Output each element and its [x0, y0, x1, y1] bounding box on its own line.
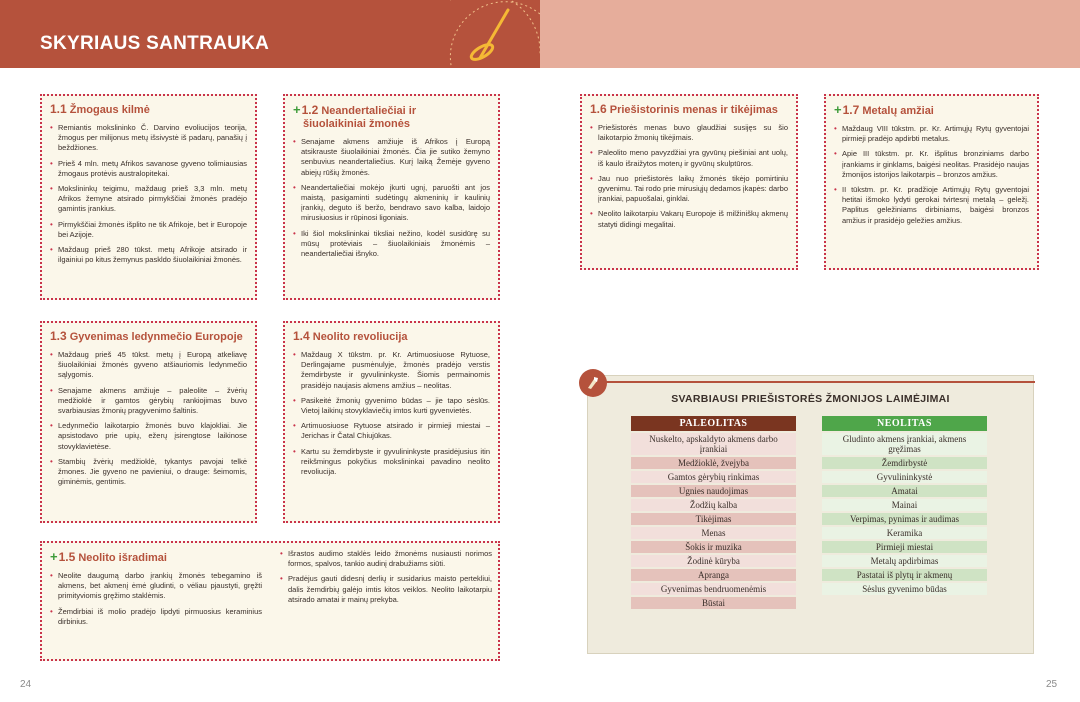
neolitas-item: Pirmieji miestai — [822, 541, 987, 555]
header-bar — [0, 0, 1080, 68]
list-item: • Remiantis mokslininko Č. Darvino evoliucijos teorija, žmogus per milijonus metų išsivystė iš padarų, panašių į beždžiones. — [50, 123, 247, 154]
list-item: • Stambių žvėrių medžioklė, tykantys pavojai telkė žmones. Jie gyveno ne pavieniui, o drauge: šeimomis, giminėmis, gentimis. — [50, 457, 247, 488]
spindle-icon — [430, 0, 540, 68]
neolitas-item: Mainai — [822, 499, 987, 513]
box-title — [293, 103, 490, 131]
paleolitas-item: Žodinė kūryba — [631, 555, 796, 569]
paleolitas-item: Ugnies naudojimas — [631, 485, 796, 499]
list-item: • Žemdirbiai iš molio pradėjo lipdyti pirmuosius keraminius dirbinius. — [50, 607, 262, 627]
box-heading-line2: šiuolaikiniai žmonės — [303, 118, 410, 130]
box-heading: Gyvenimas ledynmečio Europoje — [69, 331, 243, 343]
header-right-band — [540, 0, 1080, 68]
summary-box-1-5 — [40, 541, 500, 661]
box-list — [50, 571, 262, 627]
box-heading: Žmogaus kilmė — [69, 104, 150, 116]
panel-divider — [605, 381, 1035, 383]
list-item: • Senajame akmens amžiuje iš Afrikos į Europą atsikrauste šiuolaikiniai žmonės. Čia jie sutiko žemyno senbuvius neandertaliečius. Kurį laiką Žemėje gyveno abiejų rūšių žmonės. — [293, 137, 490, 178]
list-item: • Apie III tūkstm. pr. Kr. išplitus bronziniams darbo įrankiams ir ginklams, baigėsi neolitas. Prasidėjo naujas žmonijos istorijos laikotarpis – bronzos amžius. — [834, 149, 1029, 180]
list-item: • Neolite daugumą darbo įrankių žmonės tebegamino iš akmens, bet akmenį ėmė gludinti, o vėliau pjaustyti, gręžti primityviomis gręžimo staklėmis. — [50, 571, 262, 602]
list-item: • Kartu su žemdirbyste ir gyvulininkyste prasidėjusius itin reikšmingus pokyčius mokslininkai pavadino neolito revoliucija. — [293, 447, 490, 478]
neolitas-item: Gludinto akmens įrankiai, akmens gręžimas — [822, 433, 987, 457]
box-list — [834, 124, 1029, 226]
neolitas-item: Sėslus gyvenimo būdas — [822, 583, 987, 597]
summary-box-1-3 — [40, 321, 257, 523]
box-list — [280, 549, 492, 605]
page-number-left: 24 — [20, 679, 32, 690]
neolitas-item: Keramika — [822, 527, 987, 541]
list-item: • Pasikeitė žmonių gyvenimo būdas – jie tapo sėslūs. Vietoj laikinų stovyklaviečių imtos kurti gyvenvietės. — [293, 396, 490, 416]
box-list — [293, 137, 490, 259]
box-number: 1.4 — [293, 329, 310, 343]
summary-box-1-6 — [580, 94, 798, 270]
box-number: 1.5 — [58, 550, 76, 564]
box-list — [293, 350, 490, 477]
box-title — [50, 330, 247, 344]
box-number: 1.7 — [842, 103, 860, 117]
box-heading: Metalų amžiai — [862, 105, 934, 117]
paleolitas-header: PALEOLITAS — [631, 416, 796, 431]
list-item: • Pradėjus gauti didesnį derlių ir susidarius maisto pertekliui, dalis žemdirbių galėjo imtis kitos veiklos. Neolito laikotarpiu atsirado amatai ir mainų prekyba. — [280, 574, 492, 605]
box-title — [293, 330, 490, 344]
list-item: • Senajame akmens amžiuje – paleolite – žvėrių medžioklė ir gamtos gėrybių rankiojimas buvo svarbiausias žmonių pragyvenimo šaltinis. — [50, 386, 247, 417]
summary-box-1-7 — [824, 94, 1039, 270]
box-1-5-left-column — [50, 550, 262, 632]
box-title — [834, 103, 1029, 118]
achievements-title: SVARBIAUSI PRIEŠISTORĖS ŽMONIJOS LAIMĖJIMAI — [671, 393, 950, 405]
list-item: • Mokslininkų teigimu, maždaug prieš 3,3 mln. metų Afrikos žemyne atsirado pirmykščiai žmonės pradėjo gamintis įrankius. — [50, 184, 247, 215]
paleolitas-item: Apranga — [631, 569, 796, 583]
neolitas-column — [822, 416, 987, 597]
list-item: • Pirmykščiai žmonės išplito ne tik Afrikoje, bet ir Europoje bei Azijoje. — [50, 220, 247, 240]
summary-box-1-4 — [283, 321, 500, 523]
neolitas-item: Gyvulininkystė — [822, 471, 987, 485]
neolitas-header: NEOLITAS — [822, 416, 987, 431]
paleolitas-item: Nuskelto, apskaldyto akmens darbo įrankiai — [631, 433, 796, 457]
paleolitas-item: Būstai — [631, 597, 796, 611]
neolitas-item: Pastatai iš plytų ir akmenų — [822, 569, 987, 583]
box-1-5-right-column — [280, 549, 492, 610]
box-list — [590, 123, 788, 230]
box-number: 1.2 — [301, 103, 319, 117]
box-heading: Priešistorinis menas ir tikėjimas — [609, 104, 778, 116]
neolitas-item: Verpimas, pynimas ir audimas — [822, 513, 987, 527]
box-title — [50, 103, 247, 117]
box-list — [50, 350, 247, 487]
list-item: • Prieš 4 mln. metų Afrikos savanose gyveno tolimiausias žmogaus protėvis australopitekai. — [50, 159, 247, 179]
plus-icon: + — [50, 549, 58, 564]
box-number: 1.3 — [50, 329, 67, 343]
box-list — [50, 123, 247, 265]
box-heading: Neolito išradimai — [78, 552, 167, 564]
paleolitas-item: Gamtos gėrybių rinkimas — [631, 471, 796, 485]
list-item: • Išrastos audimo staklės leido žmonėms nusiausti norimos formos, spalvos, tankio audinį drabužiams siūti. — [280, 549, 492, 569]
list-item: • Jau nuo priešistorės laikų žmonės tikėjo pomirtiniu gyvenimu. Tai rodo prie mirusiųjų dedamos įkapės: darbo įrankiai, papuošalai, ginklai. — [590, 174, 788, 205]
list-item: • Maždaug prieš 45 tūkst. metų į Europą atkeliavę šiuolaikiniai žmonės gyveno atšiauriomis ledynmečio sąlygomis. — [50, 350, 247, 381]
list-item: • II tūkstm. pr. Kr. pradžioje Artimųjų Rytų gyventojai hetitai išmoko lydyti gerokai tvirtesnį metalą – geležį. Paplitus geležiniams dirbiniams, baigėsi bronzos amžius ir prasidėjo geležies amžius. — [834, 185, 1029, 226]
list-item: • Paleolito meno pavyzdžiai yra gyvūnų piešiniai ant uolų, iš kaulo išraižytos moterų ir gyvūnų skulptūros. — [590, 148, 788, 168]
summary-box-1-1 — [40, 94, 257, 300]
page-title: SKYRIAUS SANTRAUKA — [40, 33, 270, 54]
paleolitas-item: Šokis ir muzika — [631, 541, 796, 555]
neolitas-item: Amatai — [822, 485, 987, 499]
list-item: • Iki šiol mokslininkai tiksliai nežino, kodėl susidūrę su mūsų protėviais – šiuolaikiniais žmonėmis – neandertaliečiai išnyko. — [293, 229, 490, 260]
paleolitas-item: Gyvenimas bendruomenėmis — [631, 583, 796, 597]
box-title — [50, 550, 262, 565]
box-heading: Neandertaliečiai ir — [321, 105, 417, 117]
list-item: • Ledynmečio laikotarpio žmonės buvo klajokliai. Jie apsistodavo prie upių, ežerų įsirengtose laikinose stovyklavietėse. — [50, 421, 247, 452]
box-number: 1.6 — [590, 102, 607, 116]
paleolitas-item: Menas — [631, 527, 796, 541]
summary-box-1-2 — [283, 94, 500, 300]
list-item: • Priešistorės menas buvo glaudžiai susijęs su šio laikotarpio žmonių tikėjimais. — [590, 123, 788, 143]
list-item: • Artimuosiuose Rytuose atsirado ir pirmieji miestai – Jerichas ir Čatal Chiujūkas. — [293, 421, 490, 441]
page-number-right: 25 — [1046, 679, 1058, 690]
plus-icon: + — [293, 102, 301, 117]
list-item: • Maždaug X tūkstm. pr. Kr. Artimuosiuose Rytuose, Derlingajame pusmėnulyje, žmonės pradėjo verstis žemdirbyste ir gyvulininkyste. Šiomis permainomis prasidėjo naujasis akmens amžius – neolitas. — [293, 350, 490, 391]
list-item: • Maždaug VIII tūkstm. pr. Kr. Artimųjų Rytų gyventojai pirmieji pradėjo apdirbti metalus. — [834, 124, 1029, 144]
paleolitas-item: Medžioklė, žvejyba — [631, 457, 796, 471]
paleolitas-item: Žodžių kalba — [631, 499, 796, 513]
plus-icon: + — [834, 102, 842, 117]
list-item: • Neolito laikotarpiu Vakarų Europoje iš milžiniškų akmenų statyti didingi megalitai. — [590, 209, 788, 229]
box-number: 1.1 — [50, 102, 67, 116]
box-heading: Neolito revoliucija — [312, 331, 408, 343]
neolitas-item: Žemdirbystė — [822, 457, 987, 471]
list-item: • Maždaug prieš 280 tūkst. metų Afrikoje atsirado ir ilgainiui po kitus žemynus paskldo šiuolaikiniai žmonės. — [50, 245, 247, 265]
box-title — [590, 103, 788, 117]
list-item: • Neandertaliečiai mokėjo įkurti ugnį, paruošti ant jos maistą, pasigaminti sudėtingų akmeninių ir kaulinių įrankių, deguto iš beržo, bendravo savo kalba, laidojo mirusiuosius ir rūpinosi ligoniais. — [293, 183, 490, 224]
paleolitas-item: Tikėjimas — [631, 513, 796, 527]
paleolitas-column — [631, 416, 796, 611]
neolitas-item: Metalų apdirbimas — [822, 555, 987, 569]
